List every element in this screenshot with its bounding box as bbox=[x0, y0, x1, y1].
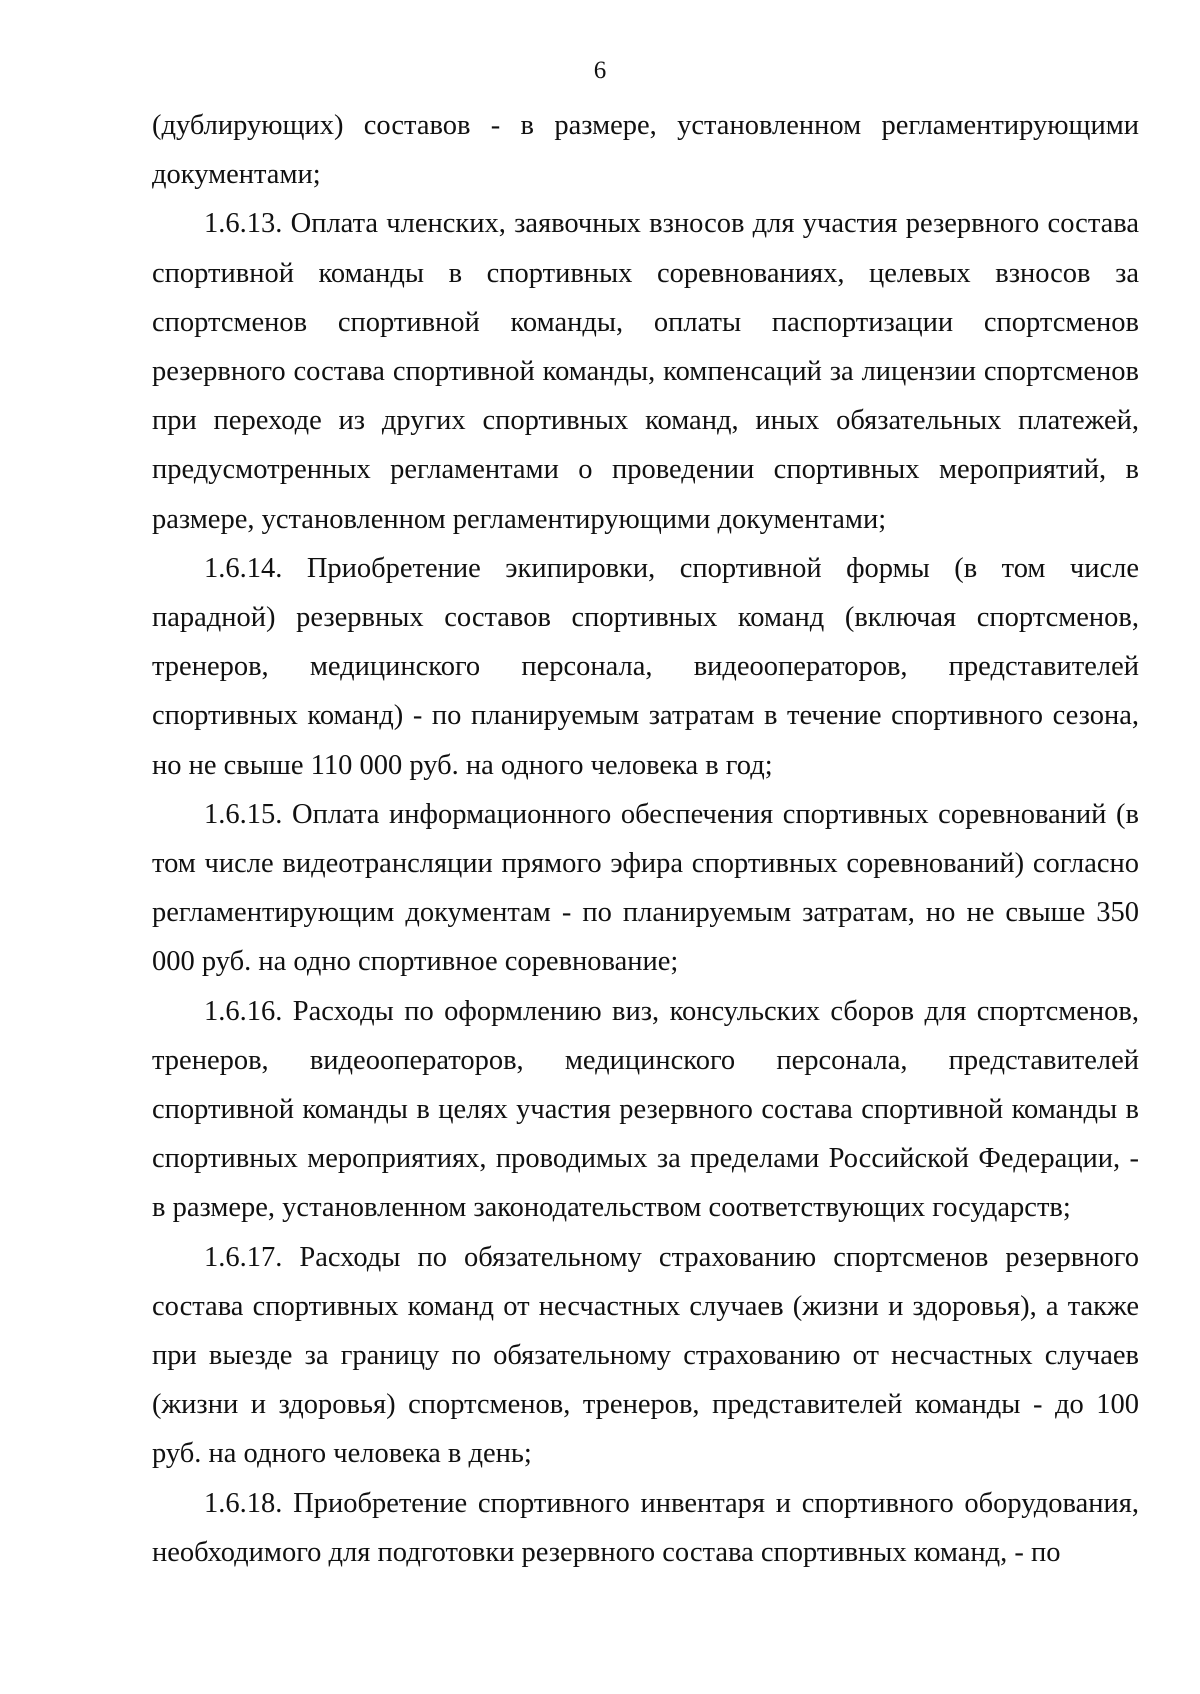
paragraph-continuation: (дублирующих) составов - в размере, установленном регламентирующими документами; bbox=[152, 110, 1139, 191]
paragraph-1-6-14: 1.6.14. Приобретение экипировки, спортивной формы (в том числе парадной) резервных составов спортивных команд (включая спортсменов, тренеров, медицинского персонала, видеооператоров, представителей спортивных команд) - по планируемым затратам в течение спортивного сезона, но не свыше 110 000 руб. на одного человека в год; bbox=[152, 552, 1139, 781]
page-number: 6 bbox=[593, 57, 607, 84]
document-body bbox=[152, 101, 1139, 1577]
paragraph-1-6-16: 1.6.16. Расходы по оформлению виз, консульских сборов для спортсменов, тренеров, видеооператоров, медицинского персонала, представителей спортивной команды в целях участия резервного состава спортивной команды в спортивных мероприятиях, проводимых за пределами Российской Федерации, - в размере, установленном законодательством соответствующих государств; bbox=[152, 995, 1139, 1224]
paragraph-1-6-13: 1.6.13. Оплата членских, заявочных взносов для участия резервного состава спортивной команды в спортивных соревнованиях, целевых взносов за спортсменов спортивной команды, оплаты паспортизации спортсменов резервного состава спортивной команды, компенсаций за лицензии спортсменов при переходе из других спортивных команд, иных обязательных платежей, предусмотренных регламентами о проведении спортивных мероприятий, в размере, установленном регламентирующими документами; bbox=[152, 208, 1139, 535]
paragraph-1-6-18: 1.6.18. Приобретение спортивного инвентаря и спортивного оборудования, необходимого для подготовки резервного состава спортивных команд, - по bbox=[152, 1487, 1139, 1568]
paragraph-1-6-17: 1.6.17. Расходы по обязательному страхованию спортсменов резервного состава спортивных команд от несчастных случаев (жизни и здоровья), а также при выезде за границу по обязательному страхованию от несчастных случаев (жизни и здоровья) спортсменов, тренеров, представителей команды - до 100 руб. на одного человека в день; bbox=[152, 1241, 1139, 1470]
paragraph-1-6-15: 1.6.15. Оплата информационного обеспечения спортивных соревнований (в том числе видеотрансляции прямого эфира спортивных соревнований) согласно регламентирующим документам - по планируемым затратам, но не свыше 350 000 руб. на одно спортивное соревнование; bbox=[152, 798, 1139, 978]
